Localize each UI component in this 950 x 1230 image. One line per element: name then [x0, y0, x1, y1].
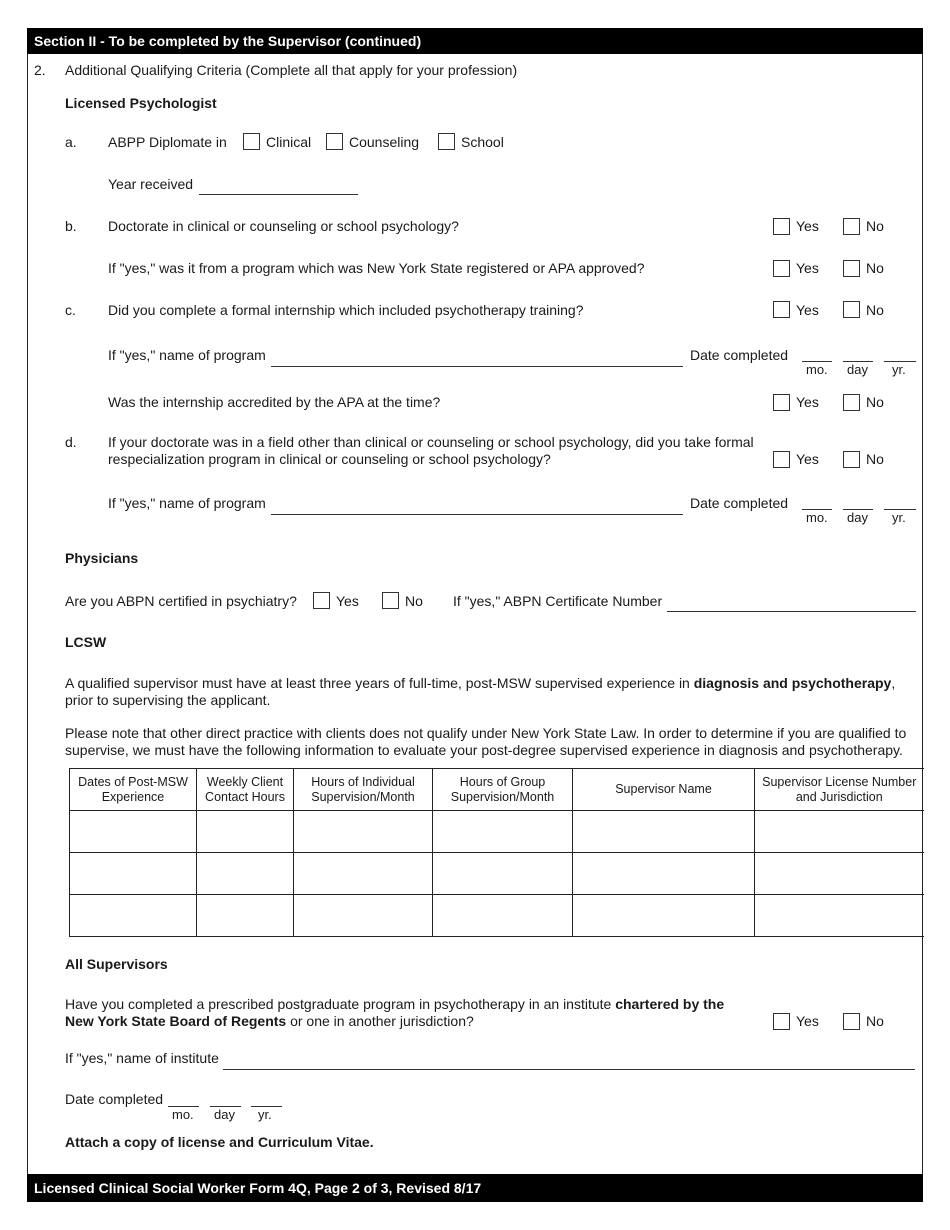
internship-program-field[interactable]: [271, 366, 683, 367]
accredited-no-checkbox[interactable]: [843, 394, 860, 411]
yes-label: Yes: [796, 302, 819, 318]
abpn-yes-checkbox[interactable]: [313, 592, 330, 609]
table-cell[interactable]: [197, 895, 294, 937]
institute-label: If "yes," name of institute: [65, 1050, 219, 1066]
no-label: No: [866, 260, 884, 276]
school-checkbox[interactable]: [438, 133, 455, 150]
table-cell[interactable]: [294, 811, 433, 853]
no-label: No: [866, 451, 884, 467]
school-label: School: [461, 134, 504, 150]
col-contact-hours: Weekly Client Contact Hours: [197, 769, 294, 811]
program-label: If "yes," name of program: [108, 495, 266, 511]
year-label: yr.: [892, 362, 906, 377]
col-group-supervision: Hours of Group Supervision/Month: [433, 769, 573, 811]
table-cell[interactable]: [433, 853, 573, 895]
registered-yes-checkbox[interactable]: [773, 260, 790, 277]
yes-label: Yes: [796, 218, 819, 234]
table-row: [70, 895, 924, 937]
table-cell[interactable]: [70, 811, 197, 853]
item-text: Additional Qualifying Criteria (Complete all that apply for your profession): [65, 62, 518, 78]
date-completed-label: Date completed: [690, 347, 789, 363]
respecialization-yes-checkbox[interactable]: [773, 451, 790, 468]
postgraduate-yes-checkbox[interactable]: [773, 1013, 790, 1030]
internship-question: Did you complete a formal internship which included psychotherapy training?: [108, 302, 584, 318]
question-bold: chartered by the: [615, 996, 725, 1012]
footer-text: Licensed Clinical Social Worker Form 4Q, Page 2 of 3, Revised 8/17: [34, 1180, 482, 1196]
para1-text: A qualified supervisor must have at least three years of full-time, post-MSW supervised experience in: [65, 675, 694, 691]
section-title: Section II - To be completed by the Supervisor (continued): [34, 33, 422, 49]
program-label: If "yes," name of program: [108, 347, 266, 363]
lcsw-heading: LCSW: [65, 634, 107, 650]
table-cell[interactable]: [755, 895, 924, 937]
no-label: No: [866, 394, 884, 410]
postgraduate-question-line1: [65, 996, 724, 1012]
no-label: No: [405, 593, 423, 609]
abpn-question: Are you ABPN certified in psychiatry?: [65, 593, 297, 609]
item-d-letter: d.: [65, 434, 77, 450]
respecialization-question-line2: respecialization program in clinical or counseling or school psychology?: [108, 451, 551, 467]
table-cell[interactable]: [294, 895, 433, 937]
month-label: mo.: [806, 510, 828, 525]
accredited-yes-checkbox[interactable]: [773, 394, 790, 411]
question-text: or one in another jurisdiction?: [286, 1013, 474, 1029]
table-cell[interactable]: [573, 853, 755, 895]
month-label: mo.: [806, 362, 828, 377]
col-supervisor-name: Supervisor Name: [573, 769, 755, 811]
abpn-no-checkbox[interactable]: [382, 592, 399, 609]
counseling-checkbox[interactable]: [326, 133, 343, 150]
table-cell[interactable]: [197, 811, 294, 853]
doctorate-question: Doctorate in clinical or counseling or school psychology?: [108, 218, 459, 234]
col-individual-supervision: Hours of Individual Supervision/Month: [294, 769, 433, 811]
respecialization-no-checkbox[interactable]: [843, 451, 860, 468]
registered-no-checkbox[interactable]: [843, 260, 860, 277]
table-cell[interactable]: [70, 853, 197, 895]
no-label: No: [866, 218, 884, 234]
section-header: [27, 28, 923, 54]
table-header-row: [70, 769, 924, 811]
table-cell[interactable]: [197, 853, 294, 895]
col-license-jurisdiction: Supervisor License Number and Jurisdiction: [755, 769, 924, 811]
year-label: yr.: [258, 1107, 272, 1122]
lcsw-para1-line1: [65, 675, 895, 691]
internship-no-checkbox[interactable]: [843, 301, 860, 318]
table-cell[interactable]: [433, 811, 573, 853]
yes-label: Yes: [796, 451, 819, 467]
table-cell[interactable]: [573, 895, 755, 937]
respecialization-question-line1: If your doctorate was in a field other than clinical or counseling or school psychology, did you take formal: [108, 434, 754, 450]
para1-comma: ,: [891, 675, 896, 691]
table-cell[interactable]: [573, 811, 755, 853]
year-received-label: Year received: [108, 176, 194, 192]
para1-bold: diagnosis and psychotherapy: [693, 675, 892, 691]
table-cell[interactable]: [755, 811, 924, 853]
item-b-letter: b.: [65, 218, 77, 234]
question-text: Have you completed a prescribed postgraduate program in psychotherapy in an institute: [65, 996, 616, 1012]
abpn-cert-field[interactable]: [667, 611, 916, 612]
doctorate-no-checkbox[interactable]: [843, 218, 860, 235]
lcsw-para2-line1: Please note that other direct practice with clients does not qualify under New York State Law. In order to determine if you are qualified to: [65, 725, 907, 741]
day-label: day: [214, 1107, 235, 1122]
lcsw-para2-line2: supervise, we must have the following information to evaluate your post-degree supervised experience in diagnosis and psychotherapy.: [65, 742, 903, 758]
lcsw-para1-line2: prior to supervising the applicant.: [65, 692, 271, 708]
year-received-field[interactable]: [199, 194, 358, 195]
month-label: mo.: [172, 1107, 194, 1122]
internship-yes-checkbox[interactable]: [773, 301, 790, 318]
institute-field[interactable]: [223, 1069, 915, 1070]
yes-label: Yes: [796, 260, 819, 276]
supervision-table: [69, 768, 924, 937]
table-cell[interactable]: [70, 895, 197, 937]
col-dates: Dates of Post-MSW Experience: [70, 769, 197, 811]
table-cell[interactable]: [294, 853, 433, 895]
accredited-question: Was the internship accredited by the APA at the time?: [108, 394, 441, 410]
yes-label: Yes: [796, 394, 819, 410]
yes-label: Yes: [796, 1013, 819, 1029]
table-row: [70, 853, 924, 895]
psychologist-heading: Licensed Psychologist: [65, 95, 217, 111]
counseling-label: Counseling: [349, 134, 420, 150]
form-footer: [27, 1174, 923, 1202]
postgraduate-no-checkbox[interactable]: [843, 1013, 860, 1030]
day-label: day: [847, 362, 868, 377]
attach-note: Attach a copy of license and Curriculum Vitae.: [65, 1134, 374, 1150]
clinical-checkbox[interactable]: [243, 133, 260, 150]
table-row: [70, 811, 924, 853]
no-label: No: [866, 1013, 884, 1029]
table-cell[interactable]: [433, 895, 573, 937]
date-completed-label: Date completed: [65, 1091, 164, 1107]
respecialization-program-field[interactable]: [271, 514, 683, 515]
year-label: yr.: [892, 510, 906, 525]
yes-label: Yes: [336, 593, 359, 609]
table-cell[interactable]: [755, 853, 924, 895]
abpp-label: ABPP Diplomate in: [108, 134, 227, 150]
item-c-letter: c.: [65, 302, 76, 318]
question-bold: New York State Board of Regents: [65, 1013, 287, 1029]
doctorate-yes-checkbox[interactable]: [773, 218, 790, 235]
day-label: day: [847, 510, 868, 525]
no-label: No: [866, 302, 884, 318]
date-completed-label: Date completed: [690, 495, 789, 511]
abpn-cert-label: If "yes," ABPN Certificate Number: [453, 593, 663, 609]
postgraduate-question-line2: [65, 1013, 474, 1029]
all-supervisors-heading: All Supervisors: [65, 956, 168, 972]
item-a-letter: a.: [65, 134, 77, 150]
item-number: 2.: [34, 62, 46, 78]
registered-question: If "yes," was it from a program which was New York State registered or APA approved?: [108, 260, 645, 276]
clinical-label: Clinical: [266, 134, 312, 150]
physicians-heading: Physicians: [65, 550, 139, 566]
